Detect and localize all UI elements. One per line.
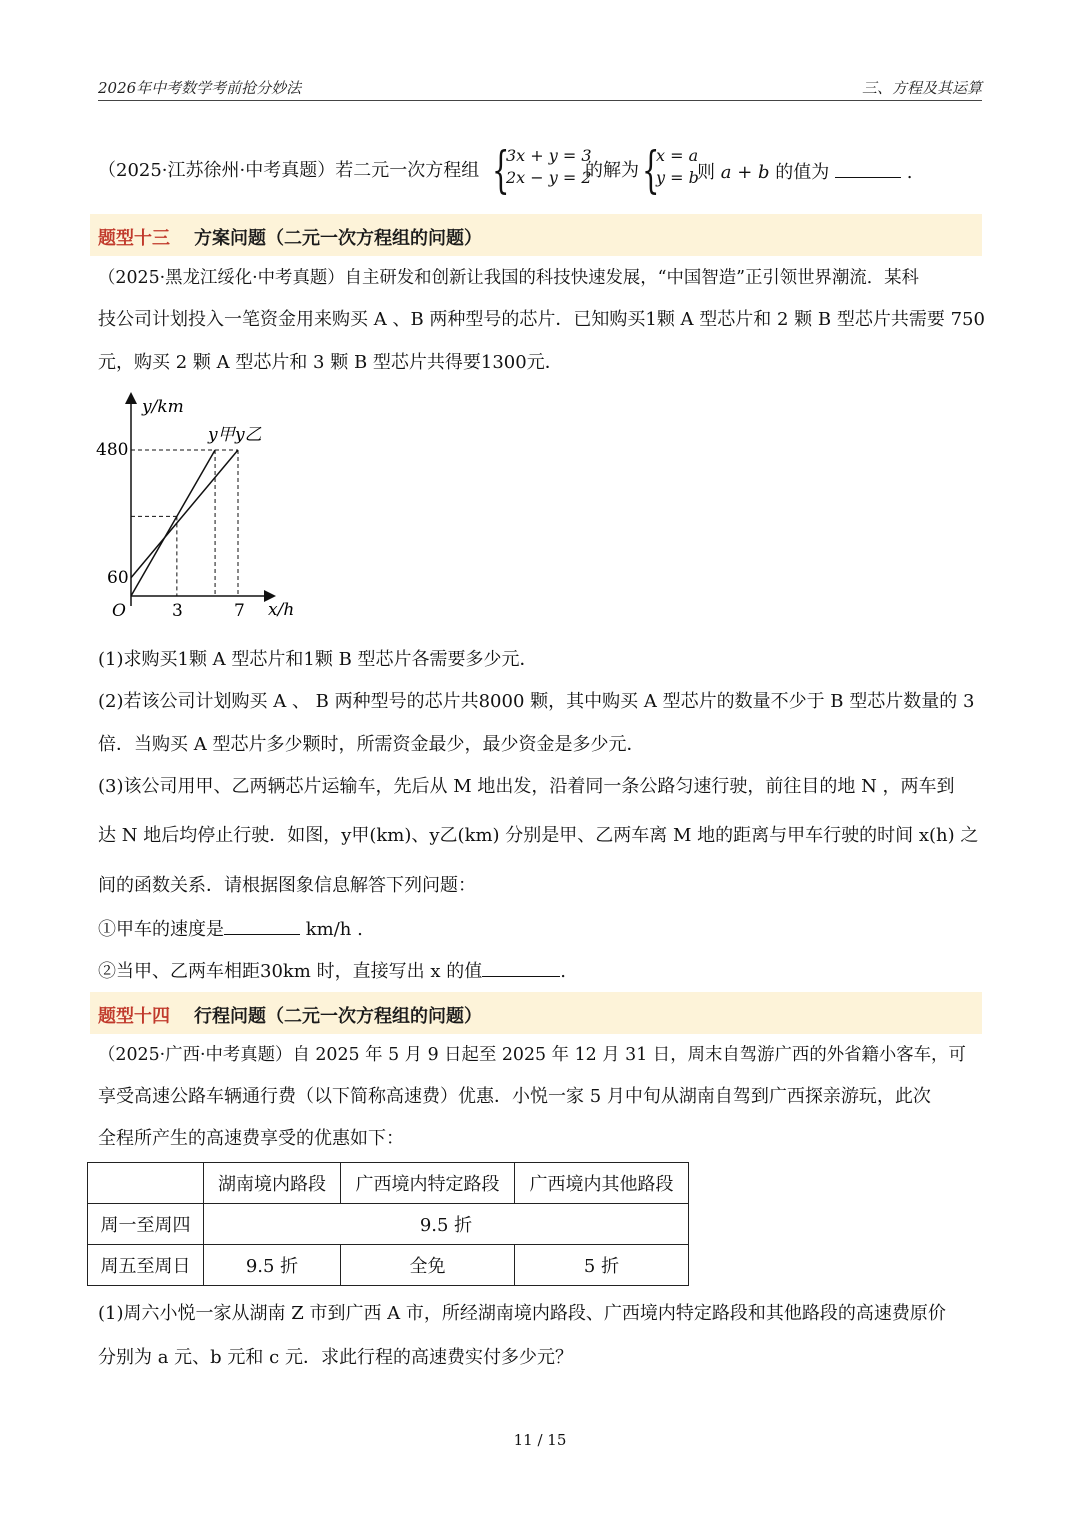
x-tick-7: 7	[234, 601, 245, 621]
header-rule	[98, 100, 982, 101]
q1-ask-post: 的值为	[775, 162, 830, 183]
table-header-cell: 湖南境内路段	[204, 1163, 341, 1204]
q2-part3b: 达 N 地后均停止行驶．如图，y甲(km)、y乙(km) 分别是甲、乙两车离 M 地的距离与甲车行驶的时间 x(h) 之	[98, 825, 979, 846]
section-14-banner	[90, 992, 982, 1034]
table-cell: 9.5 折	[204, 1245, 341, 1286]
q2-line2: 技公司计划投入一笔资金用来购买 A 、B 两种型号的芯片．已知购买1颗 A 型芯片和 2 颗 B 型芯片共需要 750	[98, 309, 985, 330]
q2-line3: 元，购买 2 颗 A 型芯片和 3 颗 B 型芯片共得要1300元．	[98, 352, 563, 373]
q2-part2a: (2)若该公司计划购买 A 、 B 两种型号的芯片共8000 颗，其中购买 A 型芯片的数量不少于 B 型芯片数量的 3	[98, 691, 975, 712]
origin-label: O	[112, 601, 126, 621]
table-cell: 全免	[341, 1245, 515, 1286]
plot-lines	[131, 450, 238, 596]
x-tick-3: 3	[172, 601, 183, 621]
table-row-label: 周一至周四	[88, 1204, 204, 1245]
series-line-2	[131, 450, 238, 578]
q1-mid: 的解为	[585, 160, 639, 181]
q2-sub2-pre: ②当甲、乙两车相距30km 时，直接写出 x 的值	[98, 961, 483, 982]
section-13-label: 题型十三	[98, 228, 170, 249]
y-tick-60: 60	[107, 568, 129, 588]
y-yi-label: y乙	[235, 425, 262, 445]
table-header-row	[88, 1163, 689, 1204]
y-jia-label: y甲	[208, 425, 235, 445]
header-right: 三、方程及其运算	[861, 79, 982, 97]
q3-part1b: 分别为 a 元、b 元和 c 元．求此行程的高速费实付多少元？	[98, 1347, 573, 1368]
q2-sub1-post: km/h .	[305, 919, 363, 940]
q1-ask-expr: a + b	[720, 162, 770, 183]
q2-part3a: (3)该公司用甲、乙两辆芯片运输车，先后从 M 地出发，沿着同一条公路匀速行驶，前往目的地 N ，两车到	[98, 776, 955, 797]
q2-sub1-blank[interactable]	[224, 918, 300, 935]
q2-sub1-pre: ①甲车的速度是	[98, 919, 224, 940]
q2-part3c: 间的函数关系．请根据图象信息解答下列问题：	[98, 875, 476, 896]
fee-table	[87, 1162, 689, 1286]
table-cell: 9.5 折	[204, 1204, 689, 1245]
section-14-title: 行程问题（二元一次方程组的问题）	[194, 1006, 482, 1027]
q1-answer-blank[interactable]	[835, 161, 901, 178]
q1-eq1: 3x + y = 3	[506, 146, 592, 165]
q2-sub2-post: .	[560, 961, 566, 982]
brace-left: {	[492, 141, 510, 199]
table-row	[88, 1245, 689, 1286]
q1-sol1: x = a	[656, 146, 699, 165]
q2-line1: （2025·黑龙江绥化·中考真题）自主研发和创新让我国的科技快速发展，“中国智造”正引领世界潮流．某科	[98, 268, 919, 288]
table-header-cell	[88, 1163, 204, 1204]
y-axis-label: y/km	[142, 397, 184, 417]
q1-system	[506, 145, 592, 189]
q2-sub2-blank[interactable]	[482, 960, 560, 977]
table-row	[88, 1204, 689, 1245]
x-axis-label: x/h	[268, 600, 295, 620]
plot-dashes	[131, 450, 238, 596]
series-line-1	[131, 450, 215, 596]
q1-eq2: 2x − y = 2	[506, 168, 592, 187]
q2-part2b: 倍．当购买 A 型芯片多少颗时，所需资金最少，最少资金是多少元．	[98, 734, 645, 755]
q2-part1: (1)求购买1颗 A 型芯片和1颗 B 型芯片各需要多少元．	[98, 649, 538, 670]
q1-end: .	[906, 162, 913, 183]
q1-solution	[656, 145, 699, 189]
header-left: 2026年中考数学考前抢分妙法	[98, 79, 302, 97]
page-number: 11 / 15	[513, 1431, 567, 1449]
y-tick-480: 480	[96, 440, 129, 460]
table-row-label: 周五至周日	[88, 1245, 204, 1286]
q3-line3: 全程所产生的高速费享受的优惠如下：	[98, 1128, 404, 1149]
q3-line2: 享受高速公路车辆通行费（以下简称高速费）优惠．小悦一家 5 月中旬从湖南自驾到广西探亲游玩，此次	[98, 1086, 931, 1107]
table-cell: 5 折	[515, 1245, 689, 1286]
table-header-cell: 广西境内其他路段	[515, 1163, 689, 1204]
q1-source: （2025·江苏徐州·中考真题）若二元一次方程组	[98, 160, 480, 181]
q1-sol2: y = b	[656, 168, 699, 187]
brace-right: {	[642, 141, 660, 199]
distance-time-graph	[90, 390, 320, 630]
q1-ask-pre: 则	[697, 162, 715, 183]
table-header-cell: 广西境内特定路段	[341, 1163, 515, 1204]
section-13-title: 方案问题（二元一次方程组的问题）	[194, 228, 482, 249]
q3-line1: （2025·广西·中考真题）自 2025 年 5 月 9 日起至 2025 年 12 月 31 日，周末自驾游广西的外省籍小客车，可	[98, 1045, 966, 1065]
section-13-banner	[90, 214, 982, 256]
q3-part1a: (1)周六小悦一家从湖南 Z 市到广西 A 市，所经湖南境内路段、广西境内特定路段和其他路段的高速费原价	[98, 1303, 946, 1324]
section-14-label: 题型十四	[98, 1006, 170, 1027]
